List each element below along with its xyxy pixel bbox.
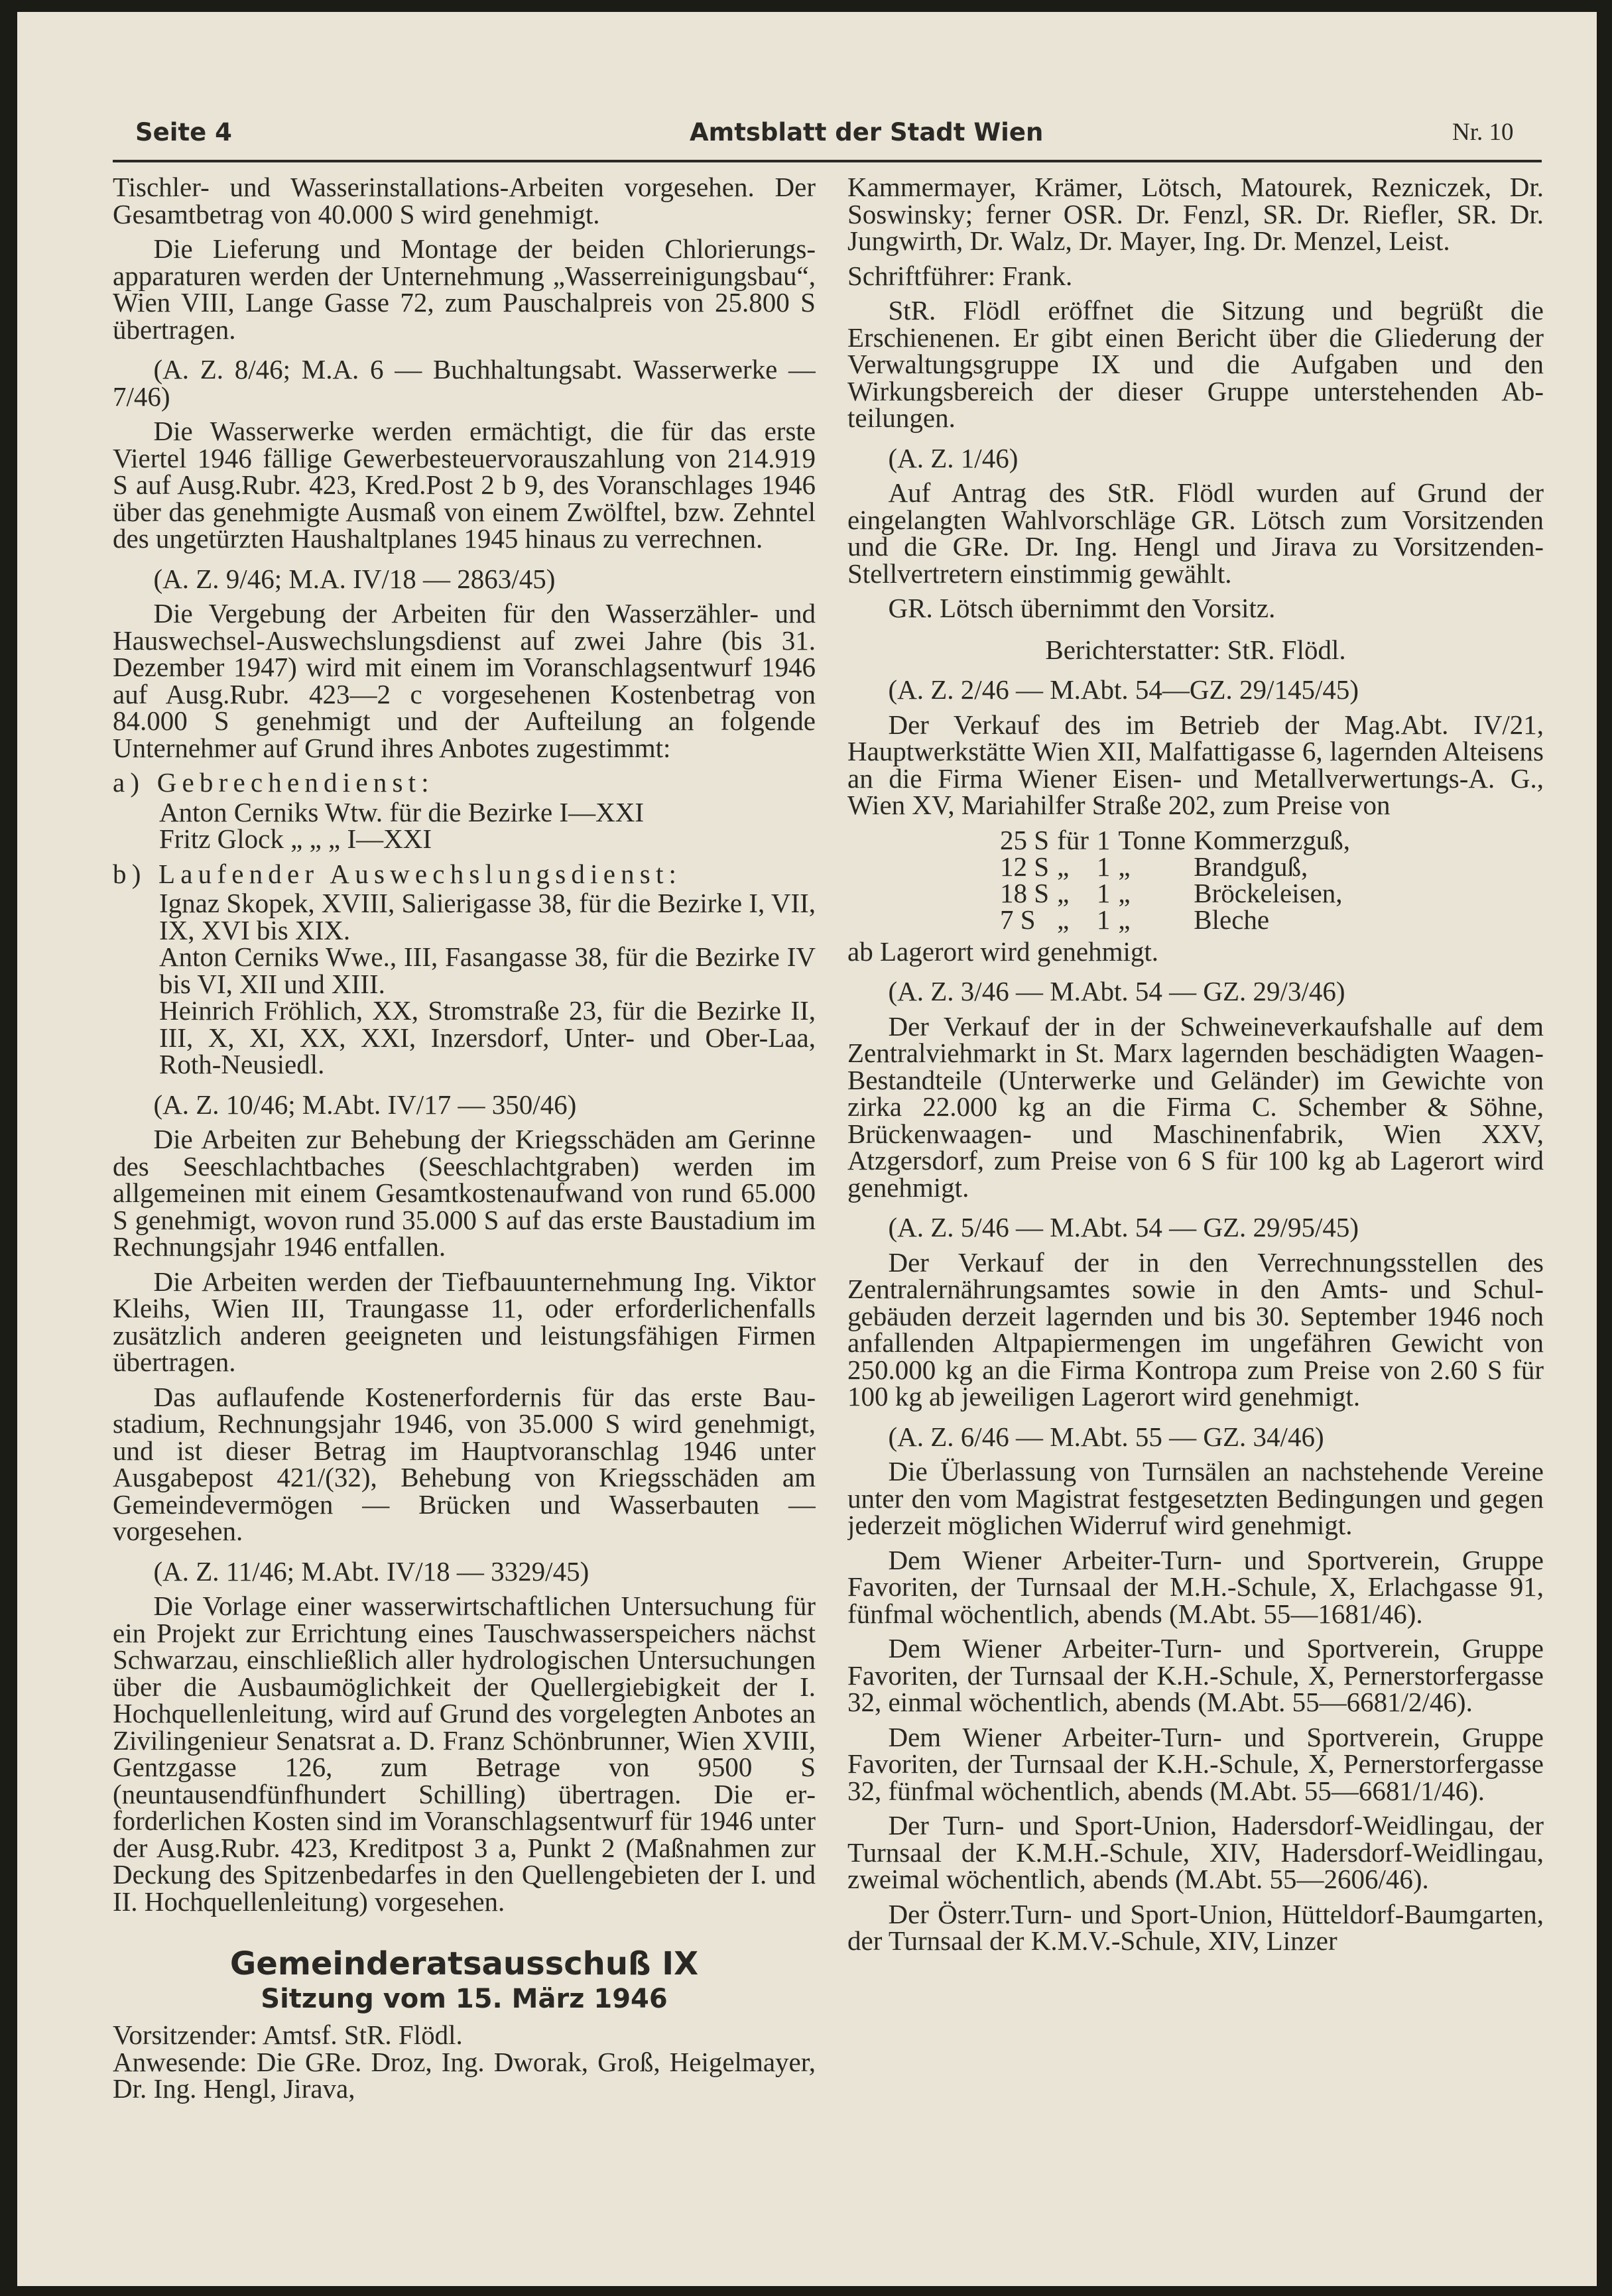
item-cell: Bröckeleisen, — [1194, 877, 1343, 908]
price-cell: 18 S — [1000, 877, 1050, 908]
price-row — [1000, 853, 1358, 880]
section-heading: Gemeinderatsausschuß IX — [229, 1945, 699, 1982]
price-row — [1000, 906, 1358, 933]
paragraph: Die Arbeiten werden der Tiefbauunternehmung Ing. Viktor Kleihs, Wien III, Traungasse 11, oder erforderlichenfalls zusätzlich anderen geeigneten und leistungsfähigen Firmen übertragen. — [113, 1266, 816, 1377]
paragraph: Dem Wiener Arbeiter-Turn- und Sportverein, Gruppe Favoriten, der Turnsaal der K.H.-Schule, X, Pernerstorfergasse 32, fünfmal wöchentlich, abends (M.Abt. 55—6681/1/46). — [847, 1721, 1544, 1806]
reference-line: (A. Z. 9/46; M.A. IV/18 — 2863/45) — [153, 563, 556, 594]
issue-number: Nr. 10 — [1452, 119, 1514, 146]
reference-line: (A. Z. 2/46 — M.Abt. 54—GZ. 29/145/45) — [888, 674, 1359, 705]
unit-cell: „ — [1118, 851, 1131, 882]
list-item: Anton Cerniks Wtw. für die Bezirke I—XXI — [159, 796, 644, 827]
paragraph: Die Vorlage einer wasserwirtschaftlichen Untersuchung für ein Projekt zur Errichtung eines Tauschwasserspeichers nächst Schwarzau, einschließlich aller hydrologischen Untersuchungen über die Ausbaumöglichkeit der Quellergiebigkeit der I. Hochquellenleitung, wird auf Grund des vorgelegten Anbotes an Zivilingenieur Senatsrat a. D. Franz Schönbrunner, Wien XVIII, Gentzgasse 126, zum Betrage von 9500 S (neuntausendfünfhundert Schilling) übertragen. Die erforderlichen Kosten sind im Voranschlagsentwurf für 1946 unter der Ausg.Rubr. 423, Kreditpost 3 a, Punkt 2 (Maßnahmen zur Deckung des Spitzenbedarfes in den Quellengebieten der I. und II. Hochquellenleitung) vorgesehen. — [113, 1591, 816, 1917]
right-column — [847, 174, 1544, 2262]
list-label: a) Gebrechendienst: — [113, 767, 434, 798]
page-number: Seite 4 — [135, 118, 232, 147]
unit-cell: „ — [1118, 877, 1131, 908]
reference-line: (A. Z. 5/46 — M.Abt. 54 — GZ. 29/95/45) — [888, 1212, 1359, 1242]
paragraph: Das auflaufende Kostenerfordernis für das erste Baustadium, Rechnungsjahr 1946, von 35.000 S wird genehmigt, und ist dieser Betrag im Hauptvoranschlag 1946 unter Ausgabepost 421/(32), Behebung von Kriegsschäden am Gemeindevermögen — Brücken und Wasserbauten — vorgesehen. — [113, 1381, 816, 1546]
left-column — [113, 174, 816, 2262]
price-cell: 12 S — [1000, 851, 1050, 882]
qty-cell: 1 — [1096, 851, 1111, 882]
unit-cell: Tonne — [1118, 824, 1186, 855]
reference-line: (A. Z. 3/46 — M.Abt. 54 — GZ. 29/3/46) — [888, 976, 1345, 1006]
qty-cell: 1 — [1096, 824, 1111, 855]
unit-cell: „ — [1118, 904, 1131, 935]
paragraph: StR. Flödl eröffnet die Sitzung und begrüßt die Erschienenen. Er gibt einen Bericht über die Gliederung der Verwaltungsgruppe IX und die Aufgaben und den Wirkungsbereich der dieser Gruppe unterstehenden Abteilungen. — [847, 295, 1544, 433]
reference-line: (A. Z. 11/46; M.Abt. IV/18 — 3329/45) — [153, 1555, 589, 1587]
reference-line: (A. Z. 8/46; M.A. 6 — Buchhaltungsabt. Wasserwerke — 7/46) — [113, 354, 816, 412]
reference-line: (A. Z. 10/46; M.Abt. IV/17 — 350/46) — [153, 1089, 577, 1120]
reference-line: (A. Z. 1/46) — [888, 442, 1019, 473]
list-item: Heinrich Fröhlich, XX, Stromstraße 23, für die Bezirke II, III, X, XI, XX, XXI, Inzersdorf, Unter- und Ober-Laa, Roth-Neusiedl. — [159, 995, 816, 1079]
per-cell: für — [1057, 824, 1089, 855]
per-cell: „ — [1057, 877, 1070, 908]
header-rule — [113, 160, 1542, 162]
paragraph: Dem Wiener Arbeiter-Turn- und Sportverein, Gruppe Favoriten, der Turnsaal der K.H.-Schule, X, Pernerstorfergasse 32, einmal wöchentlich, abends (M.Abt. 55—6681/2/46). — [847, 1633, 1544, 1717]
qty-cell: 1 — [1096, 904, 1111, 935]
paragraph: Der Verkauf des im Betrieb der Mag.Abt. IV/21, Hauptwerkstätte Wien XII, Malfattigasse 6, lagernden Alteisens an die Firma Wiener Eisen- und Metallverwertungs-A. G., Wien XV, Mariahilfer Straße 202, zum Preise von — [847, 709, 1544, 820]
price-row — [1000, 827, 1358, 853]
list-item: Fritz Glock „ „ „ I—XXI — [159, 823, 432, 854]
reference-line: (A. Z. 6/46 — M.Abt. 55 — GZ. 34/46) — [888, 1421, 1324, 1452]
paragraph: Der Verkauf der in der Schweineverkaufshalle auf dem Zentralviehmarkt in St. Marx lagernden beschädigten Waagen-Bestandteile (Unterwerke und Geländer) im Gewichte von zirka 22.000 kg an die Firma C. Schember & Söhne, Brückenwaagen- und Maschinenfabrik, Wien XXV, Atzgersdorf, zum Preise von 6 S für 100 kg ab Lagerort wird genehmigt. — [847, 1010, 1544, 1203]
list-item: Ignaz Skopek, XVIII, Salierigasse 38, für die Bezirke I, VII, IX, XVI bis XIX. — [159, 888, 816, 945]
price-row — [1000, 880, 1358, 906]
paragraph: Die Überlassung von Turnsälen an nachstehende Vereine unter den vom Magistrat festgesetzten Bedingungen und gegen jederzeit möglichen Widerruf wird genehmigt. — [847, 1456, 1544, 1540]
list-item: Anton Cerniks Wwe., III, Fasangasse 38, für die Bezirke IV bis VI, XII und XIII. — [159, 941, 816, 999]
item-cell: Brandguß, — [1194, 851, 1308, 882]
paragraph: ab Lagerort wird genehmigt. — [847, 936, 1159, 967]
publication-title: Amtsblatt der Stadt Wien — [690, 118, 1044, 147]
paragraph: Die Wasserwerke werden ermächtigt, die für das erste Viertel 1946 fällige Gewerbesteuervorauszahlung von 214.919 S auf Ausg.Rubr. 423, Kred.Post 2 b 9, des Voranschlages 1946 über das genehmigte Ausmaß von einem Zwölftel, bzw. Zehntel des ungetürzten Haushaltplanes 1945 hinaus zu verrechnen. — [113, 416, 816, 554]
paragraph: Dem Wiener Arbeiter-Turn- und Sportverein, Gruppe Favoriten, der Turnsaal der M.H.-Schule, X, Erlachgasse 91, fünfmal wöchentlich, abends (M.Abt. 55—1681/46). — [847, 1544, 1544, 1629]
price-table — [1000, 824, 1358, 935]
paragraph: Der Österr.Turn- und Sport-Union, Hütteldorf-Baumgarten, der Turnsaal der K.M.V.-Schule, XIV, Linzer — [847, 1898, 1544, 1956]
paragraph: Die Vergebung der Arbeiten für den Wasserzähler- und Hauswechsel-Auswechslungsdienst auf zwei Jahre (bis 31. Dezember 1947) wird mit einem im Voranschlagsentwurf 1946 auf Ausg.Rubr. 423—2 c vorgesehenen Kostenbetrag von 84.000 S genehmigt und der Aufteilung an folgende Unternehmer auf Grund ihres Anbotes zugestimmt: — [113, 598, 816, 763]
paragraph: GR. Lötsch übernimmt den Vorsitz. — [888, 593, 1276, 623]
attendees-line: Anwesende: Die GRe. Droz, Ing. Dworak, Groß, Heigelmayer, Dr. Ing. Hengl, Jirava, — [113, 2046, 816, 2104]
per-cell: „ — [1057, 851, 1070, 882]
item-cell: Kommerzguß, — [1194, 824, 1350, 855]
section-subheading: Sitzung vom 15. März 1946 — [261, 1983, 668, 2014]
reporter-line: Berichterstatter: StR. Flödl. — [1045, 634, 1346, 665]
price-cell: 7 S — [1000, 904, 1036, 935]
item-cell: Bleche — [1194, 904, 1270, 935]
chair-line: Vorsitzender: Amtsf. StR. Flödl. — [113, 2020, 463, 2050]
paragraph: Der Verkauf der in den Verrechnungsstellen des Zentralernährungsamtes sowie in den Amts- und Schulgebäuden derzeit lagernden und bis 30. September 1946 noch anfallenden Altpapiermengen im ungefähren Gewicht von 250.000 kg an die Firma Kontropa zum Preise von 2.60 S für 100 kg ab jeweiligen Lagerort wird genehmigt. — [847, 1246, 1544, 1412]
attendees-continued: Kammermayer, Krämer, Lötsch, Matourek, Rezniczek, Dr. Soswinsky; ferner OSR. Dr. Fenzl, SR. Dr. Riefler, SR. Dr. Jungwirth, Dr. Walz, Dr. Mayer, Ing. Dr. Menzel, Leist. — [847, 174, 1544, 256]
qty-cell: 1 — [1096, 877, 1111, 908]
paragraph: Die Arbeiten zur Behebung der Kriegsschäden am Gerinne des Seeschlachtbaches (Seeschlachtgraben) werden im allgemeinen mit einem Gesamtkostenaufwand von rund 65.000 S genehmigt, wovon rund 35.000 S auf das erste Baustadium im Rechnungsjahr 1946 entfallen. — [113, 1124, 816, 1262]
paragraph: Der Turn- und Sport-Union, Hadersdorf-Weidlingau, der Turnsaal der K.M.H.-Schule, XIV, Hadersdorf-Weidlingau, zweimal wöchentlich, abends (M.Abt. 55—2606/46). — [847, 1810, 1544, 1894]
paragraph: Auf Antrag des StR. Flödl wurden auf Grund der eingelangten Wahlvorschläge GR. Lötsch zum Vorsitzenden und die GRe. Dr. Ing. Hengl und Jirava zu Vorsitzenden-Stellvertretern einstimmig gewählt. — [847, 477, 1544, 589]
paragraph: Tischler- und Wasserinstallations-Arbeiten vorgesehen. Der Gesamtbetrag von 40.000 S wird genehmigt. — [113, 174, 816, 229]
price-cell: 25 S — [1000, 824, 1050, 855]
paragraph: Die Lieferung und Montage der beiden Chlorierungsapparaturen werden der Unternehmung „Wasserreinigungsbau“, Wien VIII, Lange Gasse 72, zum Pauschalpreis von 25.800 S übertragen. — [113, 233, 816, 345]
list-label: b) Laufender Auswechslungsdienst: — [113, 858, 682, 889]
per-cell: „ — [1057, 904, 1070, 935]
secretary-line: Schriftführer: Frank. — [847, 260, 1073, 291]
